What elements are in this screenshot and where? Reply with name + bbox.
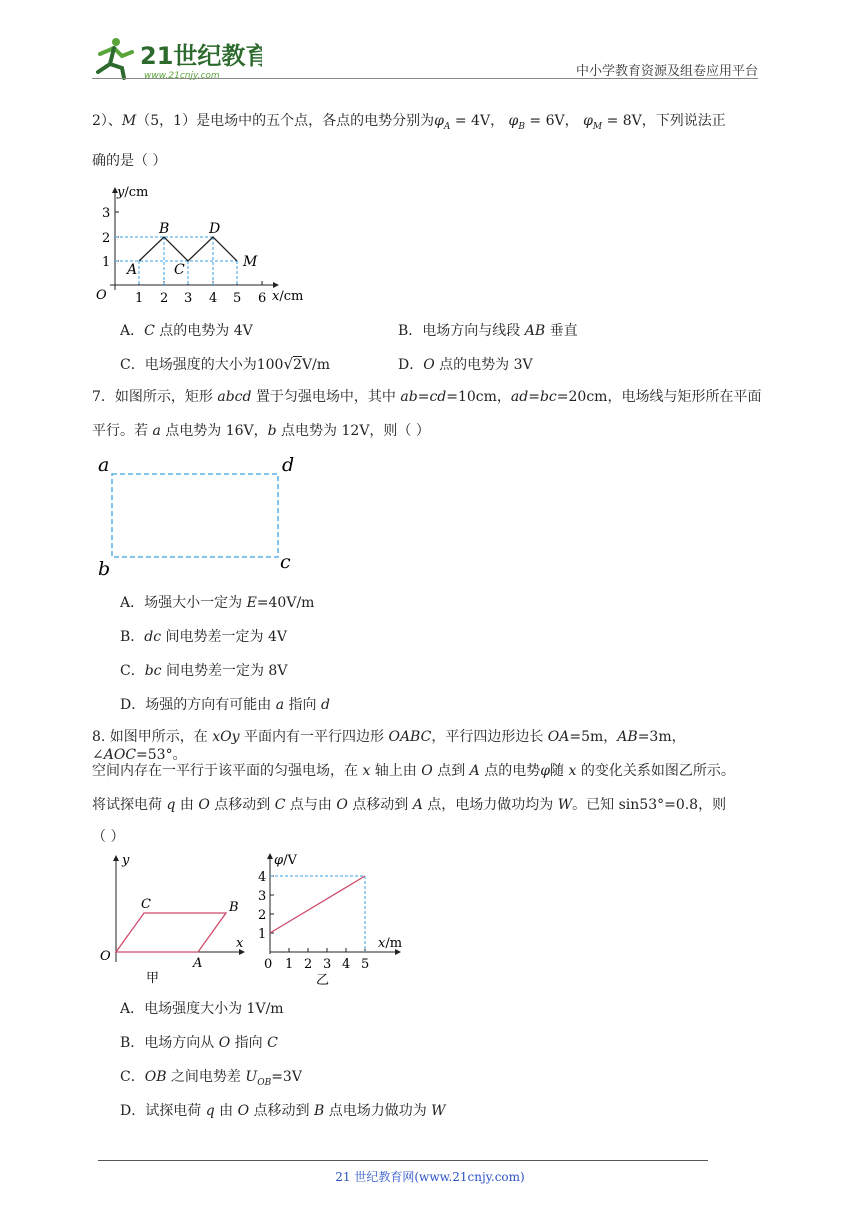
q8-option-a[interactable]: A．电场强度大小为 1V/m (120, 1001, 284, 1017)
q2-point-m: M (243, 254, 258, 270)
jia-parallelogram (116, 913, 226, 952)
jia-point-b: B (229, 900, 239, 915)
q2-option-b[interactable]: B．电场方向与线段 AB 垂直 (398, 323, 578, 339)
footer-divider (98, 1160, 708, 1161)
jia-y-label: y (122, 853, 130, 868)
q2-stem-line2: 确的是（ ） (92, 153, 167, 169)
yi-xtick: 2 (304, 957, 313, 972)
q2-xtick: 1 (135, 291, 144, 306)
q7-option-c[interactable]: C．bc 间电势差一定为 8V (120, 663, 288, 679)
q2-option-c[interactable]: C．电场强度的大小为100√2V/m (120, 355, 331, 373)
yi-ytick: 1 (258, 927, 267, 942)
q7-corner-c: c (280, 551, 291, 573)
q2-point-d: D (209, 221, 221, 237)
logo-url: www.21cnjy.com (144, 71, 220, 81)
yi-xtick: 3 (323, 957, 332, 972)
q8-stem-line2: 空间内存在一平行于该平面的匀强电场，在 x 轴上由 O 点到 A 点的电势φ随 x 的变化关系如图乙所示。 (92, 763, 735, 779)
q8-stem-line1: 8. 如图甲所示，在 xOy 平面内有一平行四边形 OABC，平行四边形边长 OA=5m，AB=3m，∠AOC=53°。 (92, 729, 686, 763)
q2-xtick: 6 (258, 291, 267, 306)
q7-stem-line1: 7．如图所示，矩形 abcd 置于匀强电场中，其中 ab=cd=10cm，ad=bc=20cm，电场线与矩形所在平面 (92, 389, 762, 405)
q2-x-label: x/cm (272, 289, 304, 304)
logo-text: 21世纪教育 (140, 42, 262, 70)
q7-option-d[interactable]: D．场强的方向有可能由 a 指向 d (120, 697, 330, 713)
q2-ytick: 1 (102, 255, 111, 270)
yi-ytick: 2 (258, 908, 267, 923)
q8-figure-yi (254, 850, 414, 994)
q7-option-b[interactable]: B．dc 间电势差一定为 4V (120, 629, 288, 645)
q8-stem-line4: （ ） (92, 829, 125, 845)
q8-option-d[interactable]: D．试探电荷 q 由 O 点移动到 B 点电场力做功为 W (120, 1103, 446, 1119)
yi-xtick: 4 (342, 957, 351, 972)
q2-option-d[interactable]: D．O 点的电势为 3V (398, 357, 533, 373)
q2-point-c: C (174, 262, 185, 278)
q2-path (139, 237, 237, 261)
jia-point-o: O (100, 949, 111, 964)
q2-ytick: 2 (102, 231, 111, 246)
yi-x-label: x/m (378, 936, 403, 951)
header-divider (92, 78, 758, 79)
q2-xtick: 2 (160, 291, 169, 306)
jia-point-c: C (141, 897, 151, 912)
q7-corner-a: a (98, 454, 110, 476)
jia-point-a: A (193, 956, 203, 971)
q2-y-label: y/cm (117, 185, 149, 200)
yi-xtick: 5 (361, 957, 370, 972)
q2-ytick: 3 (102, 206, 111, 221)
footer-link[interactable]: 21 世纪教育网(www.21cnjy.com) (335, 1170, 525, 1184)
q7-option-a[interactable]: A．场强大小一定为 E=40V/m (120, 595, 315, 611)
runner-icon (98, 38, 132, 78)
q2-option-a[interactable]: A．C 点的电势为 4V (120, 323, 253, 339)
q2-xtick: 5 (233, 291, 242, 306)
q2-point-b: B (159, 221, 170, 237)
q8-option-b[interactable]: B．电场方向从 O 指向 C (120, 1035, 278, 1051)
q7-corner-b: b (98, 558, 111, 580)
q7-rectangle (112, 474, 278, 557)
yi-ytick: 4 (258, 870, 267, 885)
jia-caption: 甲 (146, 971, 160, 986)
q2-point-a: A (127, 262, 138, 278)
q2-graph (92, 182, 312, 312)
q7-stem-line2: 平行。若 a 点电势为 16V，b 点电势为 12V，则（ ） (92, 423, 430, 439)
q8-option-c[interactable]: C．OB 之间电势差 $U_{OB}=3V$ (120, 1069, 302, 1088)
q2-xtick: 3 (184, 291, 193, 306)
yi-xtick: 0 (264, 957, 273, 972)
yi-y-label: φ/V (274, 853, 297, 868)
jia-x-label: x (236, 936, 244, 951)
q2-stem-line1: 2）、M（5，1）是电场中的五个点，各点的电势分别为$\varphi_A = 4V$， $\varphi_B = 6V$， $\varphi_M = 8V$，下列说法正 (92, 113, 726, 132)
yi-caption: 乙 (316, 973, 330, 988)
q8-figure-jia (94, 850, 254, 994)
q2-xtick: 4 (209, 291, 218, 306)
yi-phi-line (270, 876, 365, 933)
yi-xtick: 1 (285, 957, 294, 972)
q7-corner-d: d (282, 454, 295, 476)
q7-rectangle-figure (96, 452, 306, 584)
site-logo (92, 34, 262, 82)
yi-ytick: 3 (258, 889, 267, 904)
yi-guides (270, 876, 365, 952)
q8-stem-line3: 将试探电荷 q 由 O 点移动到 C 点与由 O 点移动到 A 点，电场力做功均为 W。已知 sin53°=0.8，则 (92, 797, 727, 813)
q2-origin: O (96, 288, 107, 303)
header-site-name: 中小学教育资源及组卷应用平台 (575, 64, 758, 79)
